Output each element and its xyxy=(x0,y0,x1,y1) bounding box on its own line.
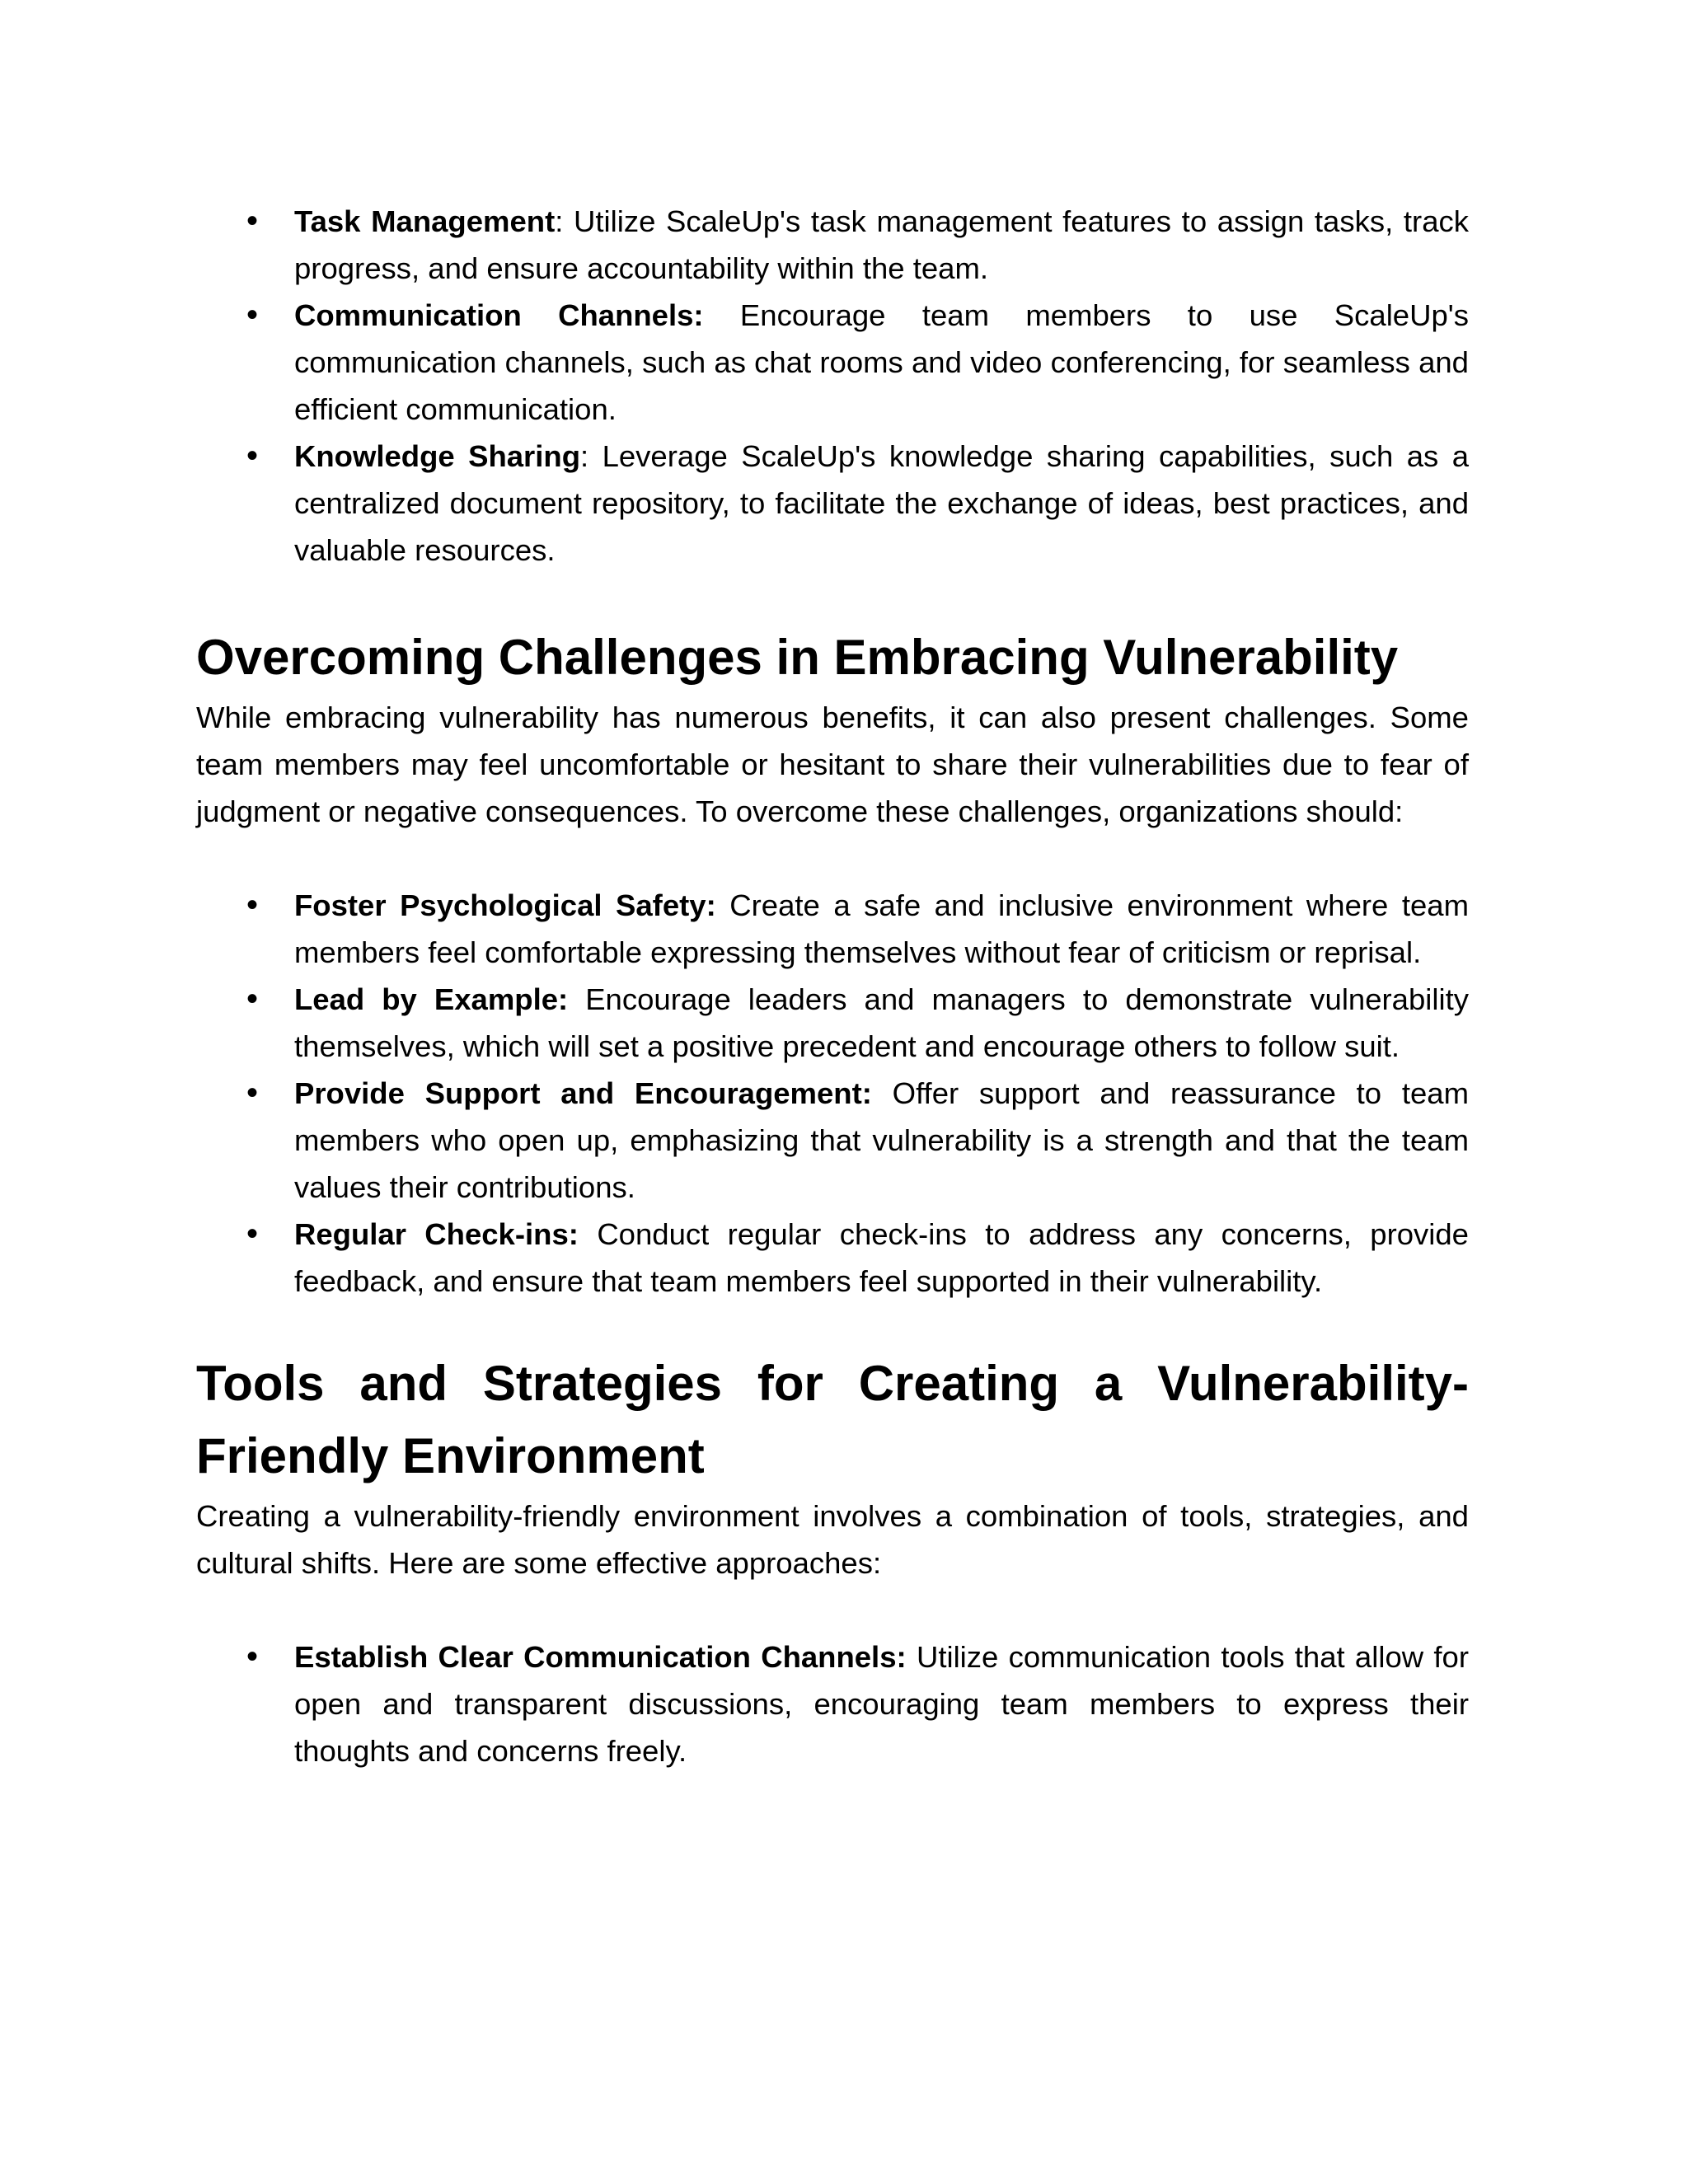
list-item-text: : Leverage ScaleUp's knowledge sharing capabilities, such as a centralized document repository, to facilitate the exchange of ideas, best practices, and valuable resources. xyxy=(294,439,1469,567)
list-item-text: : Utilize ScaleUp's task management features to assign tasks, track progress, and ensure accountability within the team. xyxy=(294,204,1469,285)
section-intro: While embracing vulnerability has numerous benefits, it can also present challenges. Some team members may feel uncomfortable or hesitant to share their vulnerabilities due to fear of judgment or negative consequences. To overcome these challenges, organizations should: xyxy=(196,701,1469,828)
list-item-text: Offer support and reassurance to team members who open up, emphasizing that vulnerability is a strength and that the team values their contributions. xyxy=(294,1076,1469,1204)
challenges-list xyxy=(196,882,1469,1305)
section-heading: Overcoming Challenges in Embracing Vulnerability xyxy=(196,630,1399,685)
list-item-term: Foster Psychological Safety: xyxy=(294,888,716,922)
list-item xyxy=(196,1211,1469,1305)
list-item-term: Regular Check-ins: xyxy=(294,1217,579,1251)
list-item xyxy=(196,198,1469,292)
list-item-text: Encourage leaders and managers to demonstrate vulnerability themselves, which will set a positive precedent and encourage others to follow suit. xyxy=(294,982,1470,1063)
list-item-text: Utilize communication tools that allow for open and transparent discussions, encouraging team members to express their thoughts and concerns freely. xyxy=(294,1640,1469,1768)
list-item xyxy=(196,882,1469,976)
list-item xyxy=(196,976,1469,1070)
feature-list xyxy=(196,198,1469,574)
list-item-term: Task Management xyxy=(294,204,556,238)
list-item-term: Establish Clear Communication Channels: xyxy=(294,1640,907,1674)
list-item-term: Lead by Example: xyxy=(294,982,569,1016)
document-page xyxy=(196,198,1469,1774)
list-item-text: Encourage team members to use ScaleUp's communication channels, such as chat rooms and video conferencing, for seamless and efficient communication. xyxy=(294,298,1469,426)
strategies-list xyxy=(196,1633,1469,1774)
list-item xyxy=(196,1070,1469,1211)
list-item-term: Provide Support and Encouragement: xyxy=(294,1076,872,1110)
list-item-term: Knowledge Sharing xyxy=(294,439,580,473)
list-item-text: Conduct regular check-ins to address any concerns, provide feedback, and ensure that team members feel supported in their vulnerability. xyxy=(294,1217,1469,1298)
list-item xyxy=(196,433,1469,574)
section-intro: Creating a vulnerability-friendly environment involves a combination of tools, strategies, and cultural shifts. Here are some effective approaches: xyxy=(196,1499,1469,1580)
list-item xyxy=(196,1633,1469,1774)
list-item-term: Communication Channels: xyxy=(294,298,704,332)
list-item xyxy=(196,292,1469,433)
section-heading: Tools and Strategies for Creating a Vulnerability-Friendly Environment xyxy=(196,1356,1469,1483)
list-item-text: Create a safe and inclusive environment where team members feel comfortable expressing themselves without fear of criticism or reprisal. xyxy=(294,888,1469,969)
